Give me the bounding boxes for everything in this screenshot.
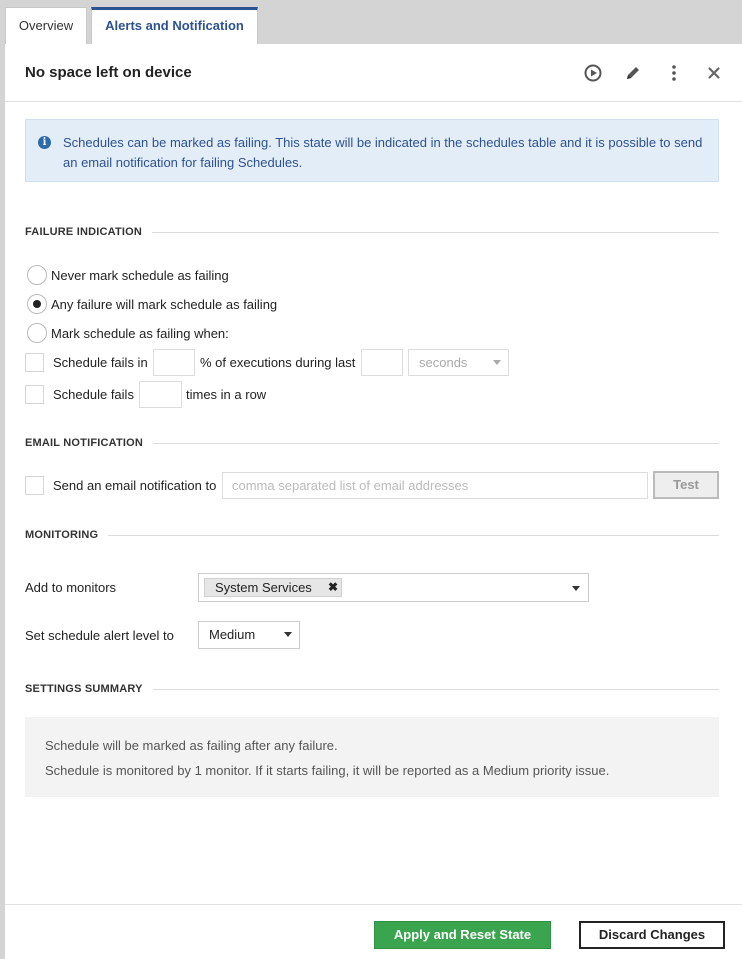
email-label: Send an email notification to [53, 478, 217, 493]
duration-unit-value: seconds [419, 355, 468, 370]
settings-summary-box [25, 717, 719, 797]
section-monitoring [25, 529, 719, 545]
chevron-down-icon [493, 360, 501, 365]
monitor-chip [204, 578, 342, 597]
play-icon[interactable] [583, 63, 603, 83]
section-failure-indication [25, 226, 719, 242]
monitors-select[interactable] [198, 573, 589, 602]
section-heading: FAILURE INDICATION [25, 226, 152, 238]
apply-and-reset-button[interactable]: Apply and Reset State [374, 921, 551, 949]
radio-never-fail[interactable] [27, 265, 47, 285]
section-settings-summary [25, 683, 719, 699]
alert-level-value: Medium [209, 627, 256, 642]
schedule-panel [5, 44, 742, 959]
tab-overview[interactable]: Overview [5, 7, 87, 44]
radio-mark-when[interactable] [27, 323, 47, 343]
alert-level-select[interactable] [198, 621, 300, 649]
info-icon: i [38, 136, 51, 149]
chevron-down-icon[interactable] [572, 586, 580, 591]
section-heading: SETTINGS SUMMARY [25, 683, 153, 695]
info-banner [25, 119, 719, 182]
section-divider [25, 535, 719, 536]
test-button[interactable]: Test [653, 471, 719, 499]
radio-label: Never mark schedule as failing [51, 268, 229, 283]
radio-label: Any failure will mark schedule as failing [51, 297, 278, 312]
panel-footer [5, 904, 742, 959]
radio-label: Mark schedule as failing when: [51, 326, 229, 341]
monitor-chip-label: System Services [215, 580, 312, 595]
condition-label: Schedule fails in [53, 355, 148, 370]
section-email-notification [25, 437, 719, 453]
tab-alerts-and-notification[interactable]: Alerts and Notification [91, 7, 258, 44]
summary-line: Schedule is monitored by 1 monitor. If it starts failing, it will be reported as a Medium priority issue. [45, 763, 610, 778]
summary-line: Schedule will be marked as failing after any failure. [45, 738, 338, 753]
chip-remove-icon[interactable]: ✖ [328, 580, 339, 594]
percent-input[interactable] [153, 349, 195, 376]
close-icon[interactable] [704, 63, 724, 83]
alert-level-label: Set schedule alert level to [25, 628, 174, 643]
page-title: No space left on device [25, 64, 192, 81]
condition-label: % of executions during last [200, 355, 356, 370]
condition-label: Schedule fails [53, 387, 134, 402]
duration-unit-select[interactable] [408, 349, 509, 376]
condition-label: times in a row [186, 387, 267, 402]
duration-input[interactable] [361, 349, 403, 376]
section-heading: MONITORING [25, 529, 108, 541]
pencil-icon[interactable] [623, 63, 643, 83]
panel-header [5, 44, 742, 102]
discard-changes-button[interactable]: Discard Changes [579, 921, 725, 949]
checkbox-fails-in-row[interactable] [25, 385, 44, 404]
info-text: Schedules can be marked as failing. This state will be indicated in the schedules table and it is possible to send an email notification for failing Schedules. [63, 135, 703, 170]
radio-any-failure[interactable] [27, 294, 47, 314]
checkbox-send-email[interactable] [25, 476, 44, 495]
checkbox-fails-percent[interactable] [25, 353, 44, 372]
add-to-monitors-label: Add to monitors [25, 580, 117, 595]
section-heading: EMAIL NOTIFICATION [25, 437, 153, 449]
tab-bar [0, 0, 742, 44]
email-input[interactable] [222, 472, 648, 499]
chevron-down-icon [284, 632, 292, 637]
times-input[interactable] [139, 381, 182, 408]
more-vertical-icon[interactable] [664, 63, 684, 83]
